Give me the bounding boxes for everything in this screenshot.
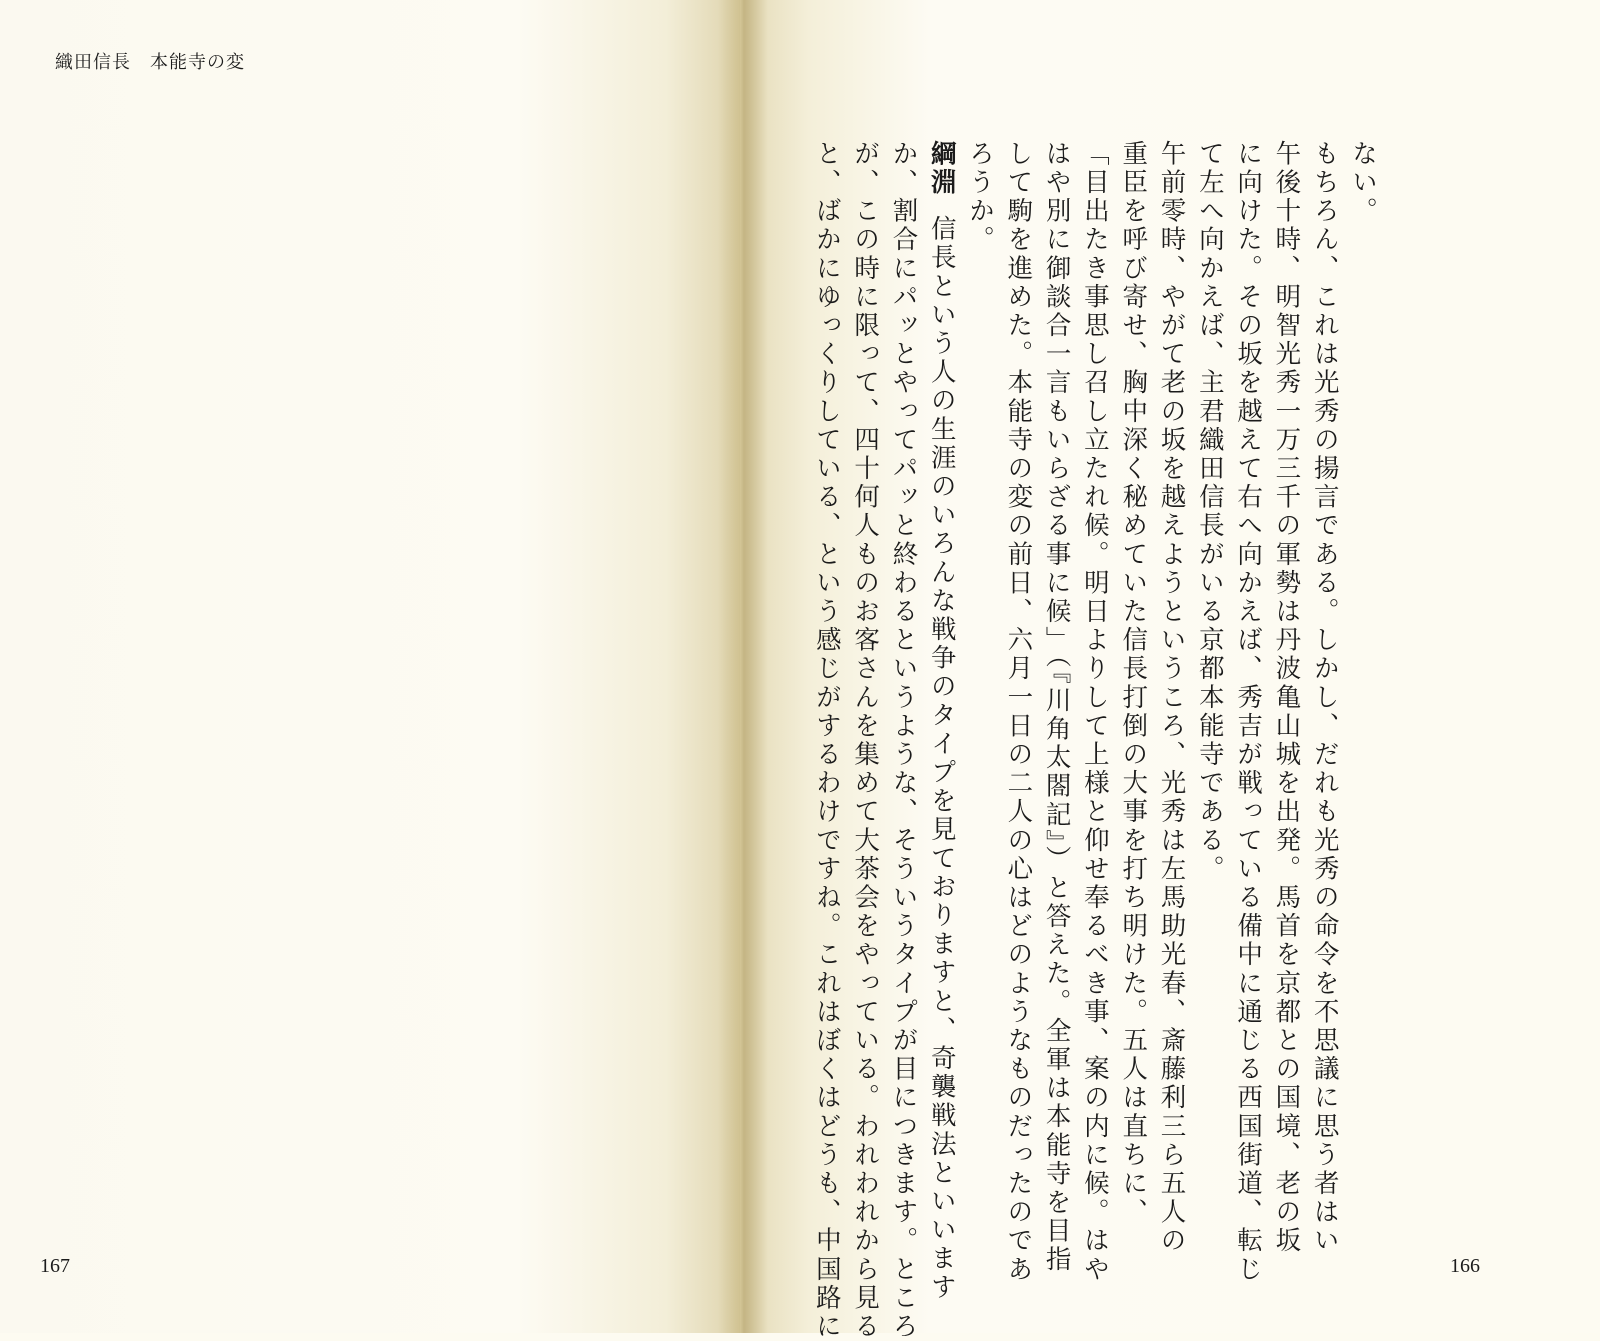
page-number: 167 bbox=[40, 1255, 70, 1277]
text-line: して駒を進めた。本能寺の変の前日、六月一日の二人の心はどのようなものだったのであ bbox=[1003, 140, 1034, 1284]
text-line: て左へ向かえば、主君織田信長がいる京都本能寺である。 bbox=[1194, 140, 1225, 884]
speech-text: 信長という人の生涯のいろんな戦争のタイプを見ておりますと、奇襲戦法といいます bbox=[926, 215, 957, 1303]
book-gutter bbox=[718, 0, 768, 1333]
left-page bbox=[0, 0, 740, 1333]
text-line: 「目出たき事思し召し立たれ候。明日よりして上様と仰せ奉るべき事、案の内に候。はや bbox=[1079, 140, 1110, 1284]
page-number: 166 bbox=[1450, 1255, 1480, 1277]
right-page-text-column bbox=[808, 140, 1382, 1341]
running-head: 織田信長 本能寺の変 bbox=[55, 52, 245, 73]
speech-line: が、この時に限って、四十何人ものお客さんを集めて大茶会をやっている。われわれから見る bbox=[850, 140, 881, 1341]
text-line: に向けた。その坂を越えて右へ向かえば、秀吉が戦っている備中に通じる西国街道、転じ bbox=[1233, 140, 1264, 1284]
speech-first-line bbox=[922, 140, 960, 1303]
text-line: 午後十時、明智光秀一万三千の軍勢は丹波亀山城を出発。馬首を京都との国境、老の坂 bbox=[1271, 140, 1302, 1256]
speech-line: と、ばかにゆっくりしている、という感じがするわけですね。これはぼくはどうも、中国路に bbox=[811, 140, 842, 1341]
text-line: もちろん、これは光秀の揚言である。しかし、だれも光秀の命令を不思議に思う者はい bbox=[1309, 140, 1340, 1256]
speaker-name: 綱淵 bbox=[926, 140, 957, 198]
text-line: 午前零時、やがて老の坂を越えようというころ、光秀は左馬助光春、斎藤利三ら五人の bbox=[1156, 140, 1187, 1256]
speech-line: か、割合にパッとやってパッと終わるというような、そういうタイプが目につきます。ところ bbox=[888, 140, 919, 1341]
text-line: ろうか。 bbox=[965, 140, 996, 255]
text-line: ない。 bbox=[1348, 140, 1378, 226]
text-line: 重臣を呼び寄せ、胸中深く秘めていた信長打倒の大事を打ち明けた。五人は直ちに、 bbox=[1118, 140, 1149, 1227]
text-line: はや別に御談合一言もいらざる事に候」（『川角太閤記』）と答えた。全軍は本能寺を目指 bbox=[1041, 140, 1072, 1275]
